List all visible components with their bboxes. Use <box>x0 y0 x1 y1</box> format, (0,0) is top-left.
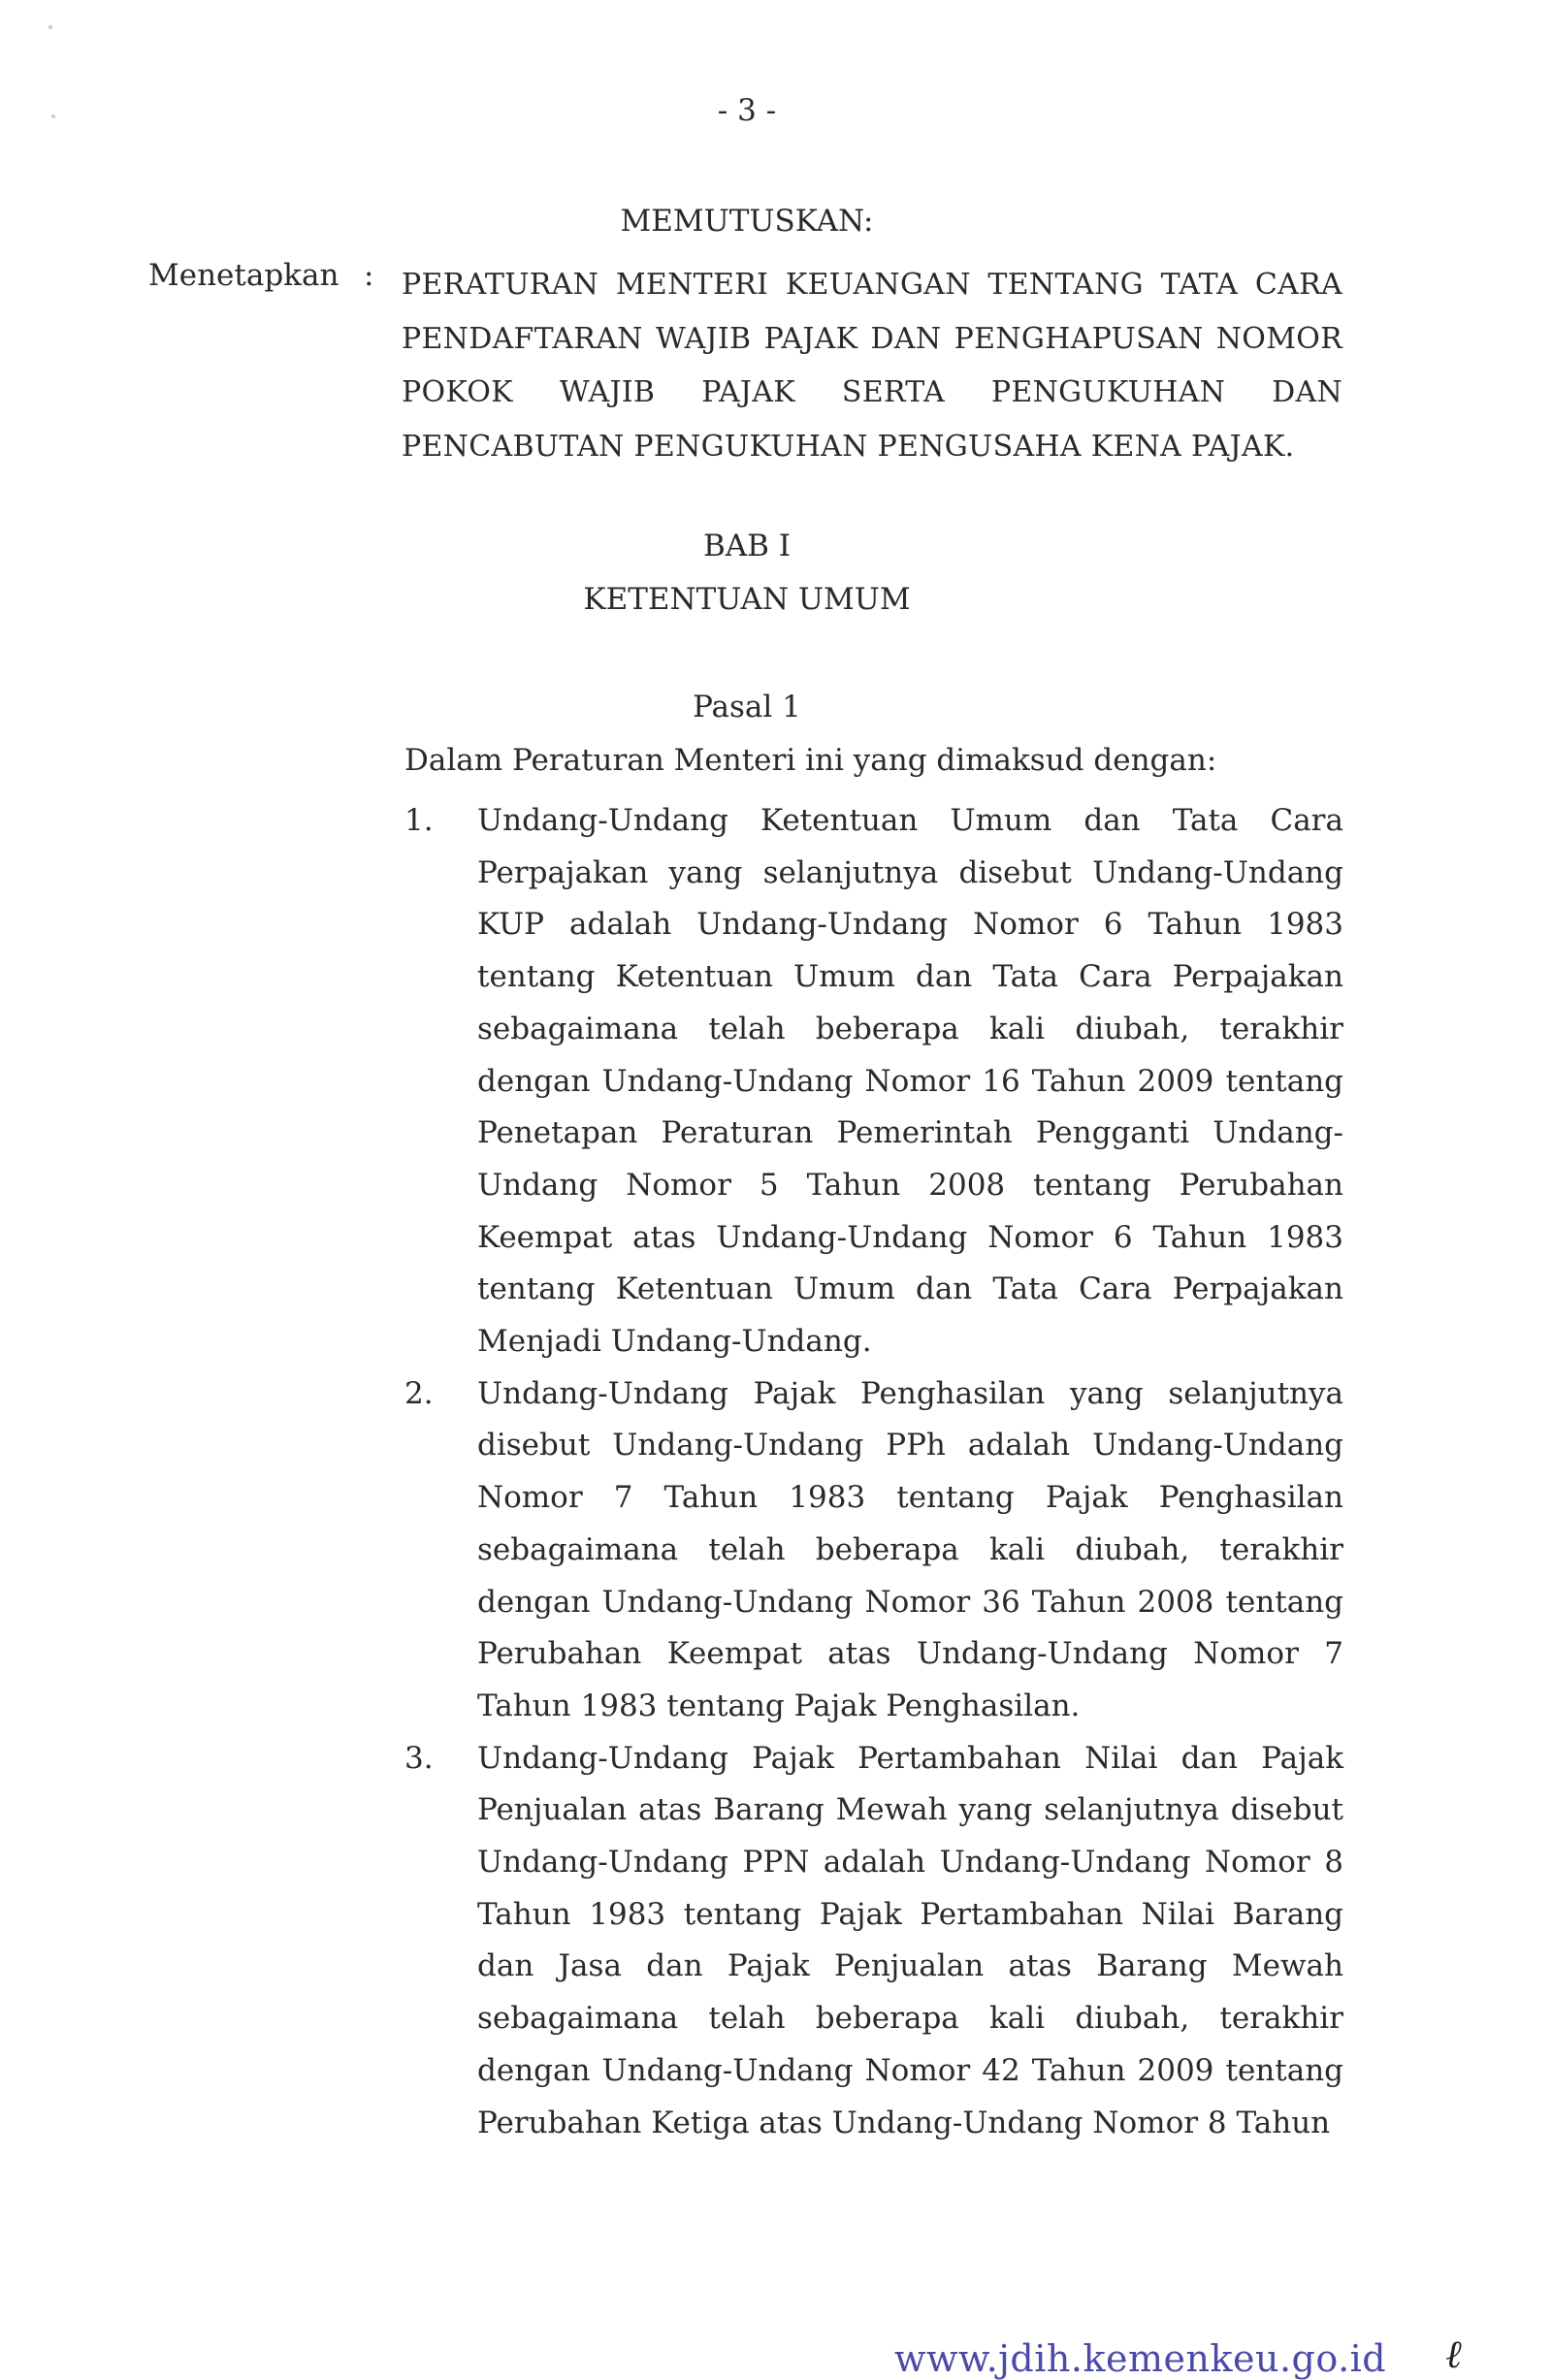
definition-number: 3. <box>404 1740 434 1776</box>
page-number: - 3 - <box>717 93 777 128</box>
definition-item <box>404 1368 1343 1733</box>
definition-text: Undang-Undang Pajak Pertambahan Nilai dan Pajak Penjualan atas Barang Mewah yang selanjutnya disebut Undang-Undang PPN adalah Undang-Undang Nomor 8 Tahun 1983 tentang Pajak Pertambahan Nilai Barang dan Jasa dan Pajak Penjualan atas Barang Mewah sebagaimana telah beberapa kali diubah, terakhir dengan Undang-Undang Nomor 42 Tahun 2009 tentang Perubahan Ketiga atas Undang-Undang Nomor 8 Tahun <box>477 1740 1343 2140</box>
definition-number: 1. <box>404 803 434 838</box>
decision-heading: MEMUTUSKAN: <box>620 204 874 239</box>
scan-artifact <box>48 25 52 29</box>
definition-number: 2. <box>404 1375 434 1411</box>
menetapkan-label: Menetapkan <box>148 258 340 293</box>
chapter-title: KETENTUAN UMUM <box>583 582 911 617</box>
article-intro: Dalam Peraturan Menteri ini yang dimaksud dengan: <box>404 743 1217 778</box>
chapter-number: BAB I <box>702 529 792 563</box>
menetapkan-text: PERATURAN MENTERI KEUANGAN TENTANG TATA CARA PENDAFTARAN WAJIB PAJAK DAN PENGHAPUSAN NOMOR POKOK WAJIB PAJAK SERTA PENGUKUHAN DAN PENCABUTAN PENGUKUHAN PENGUSAHA KENA PAJAK. <box>402 268 1342 464</box>
definition-item <box>404 795 1343 1368</box>
handwritten-initial: ℓ <box>1445 2332 1462 2377</box>
definition-list <box>404 795 1343 2149</box>
footer-url: www.jdih.kemenkeu.go.id <box>894 2337 1387 2380</box>
article-title: Pasal 1 <box>693 690 801 724</box>
definition-text: Undang-Undang Pajak Penghasilan yang selanjutnya disebut Undang-Undang PPh adalah Undang-Undang Nomor 7 Tahun 1983 tentang Pajak Penghasilan sebagaimana telah beberapa kali diubah, terakhir dengan Undang-Undang Nomor 36 Tahun 2008 tentang Perubahan Keempat atas Undang-Undang Nomor 7 Tahun 1983 tentang Pajak Penghasilan. <box>477 1375 1343 1723</box>
definition-text: Undang-Undang Ketentuan Umum dan Tata Cara Perpajakan yang selanjutnya disebut Undang-Undang KUP adalah Undang-Undang Nomor 6 Tahun 1983 tentang Ketentuan Umum dan Tata Cara Perpajakan sebagaimana telah beberapa kali diubah, terakhir dengan Undang-Undang Nomor 16 Tahun 2009 tentang Penetapan Peraturan Pemerintah Pengganti Undang-Undang Nomor 5 Tahun 2008 tentang Perubahan Keempat atas Undang-Undang Nomor 6 Tahun 1983 tentang Ketentuan Umum dan Tata Cara Perpajakan Menjadi Undang-Undang. <box>477 803 1343 1360</box>
menetapkan-colon: : <box>364 258 374 293</box>
definition-item <box>404 1733 1343 2150</box>
